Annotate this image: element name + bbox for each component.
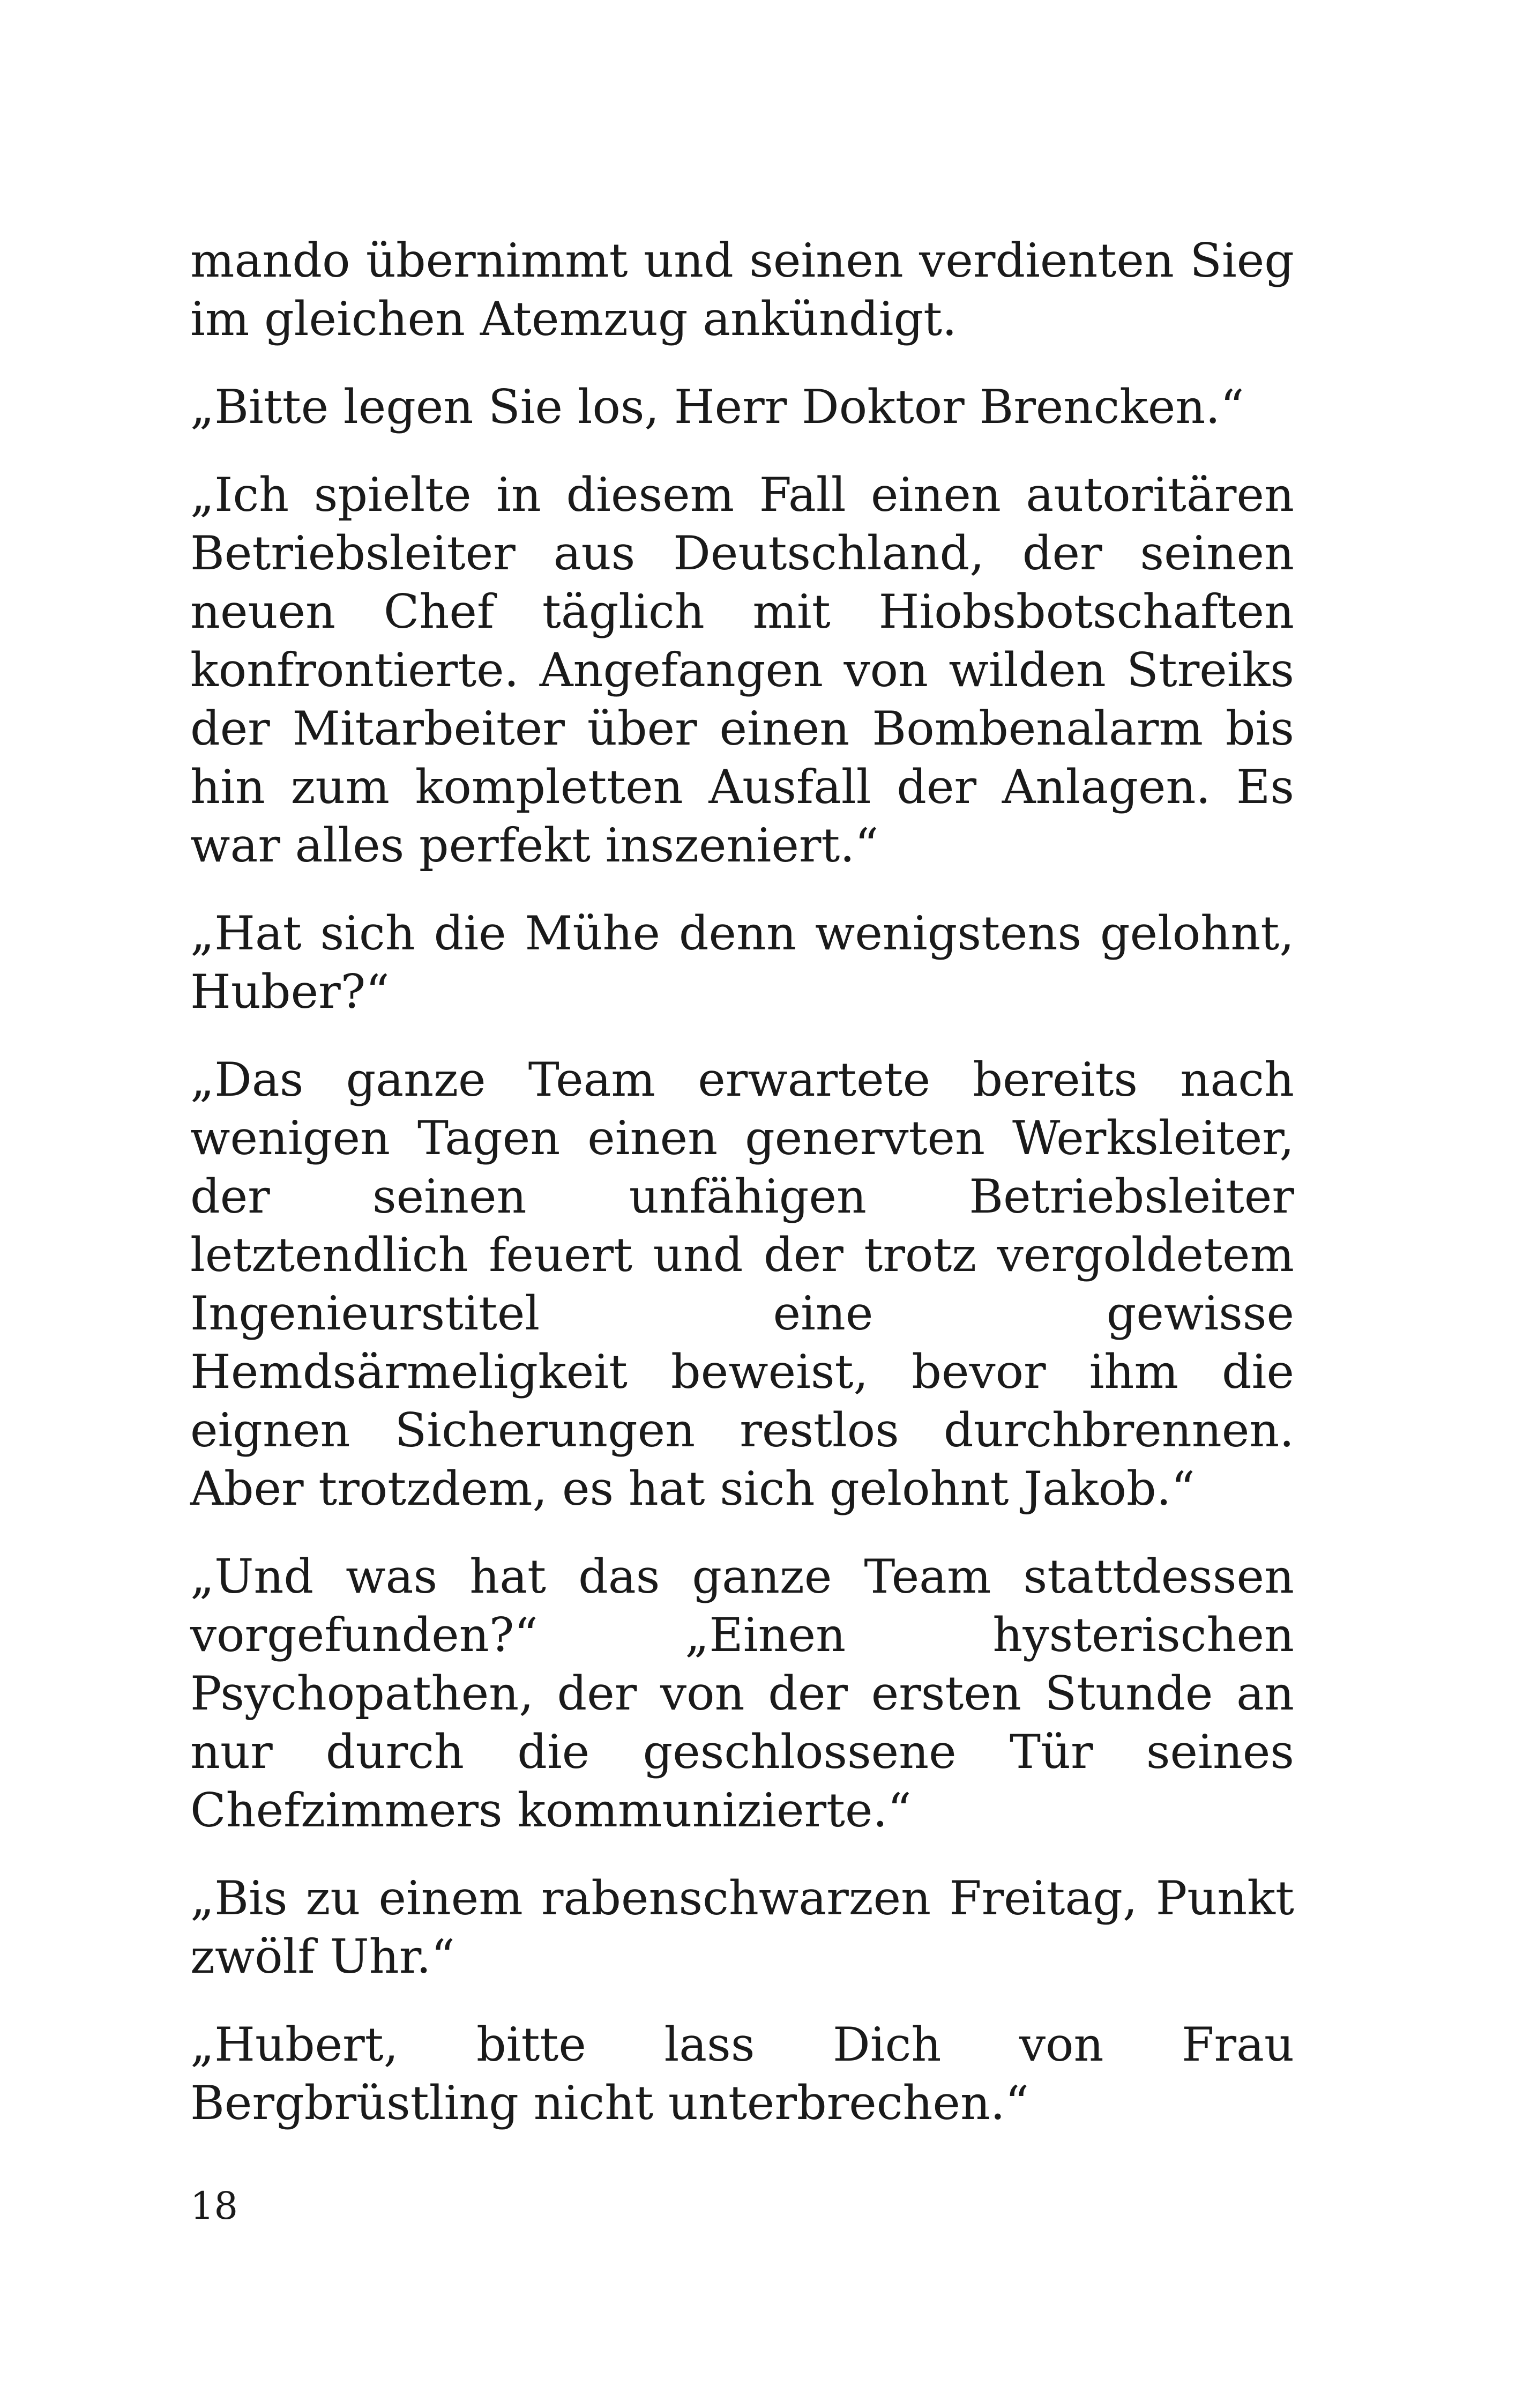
paragraph-6: „Und was hat das ganze Team stattdessen vorgefunden?“ „Einen hysterischen Psychopathen, der von der ersten Stunde an nur durch die geschlossene Tür seines Chefzimmers kommunizierte.“ — [190, 1549, 1294, 1838]
page-number: 18 — [190, 2184, 238, 2228]
paragraph-2: „Bitte legen Sie los, Herr Doktor Brencken.“ — [190, 380, 1244, 434]
paragraph-8: „Hubert, bitte lass Dich von Frau Bergbrüstling nicht unterbrechen.“ — [190, 2017, 1294, 2130]
paragraph-5: „Das ganze Team erwartete bereits nach wenigen Tagen einen genervten Werksleiter, der seinen unfähigen Betriebsleiter letztendlich feuert und der trotz vergoldetem Ingenieurstitel eine gewisse Hemdsärmeligkeit beweist, bevor ihm die eignen Sicherungen restlos durchbrennen. Aber trotzdem, es hat sich gelohnt Jakob.“ — [190, 1052, 1294, 1516]
paragraph-1: mando übernimmt und seinen verdienten Sieg im gleichen Atemzug ankündigt. — [190, 233, 1294, 346]
body-text — [190, 232, 1294, 2162]
paragraph-7: „Bis zu einem rabenschwarzen Freitag, Punkt zwölf Uhr.“ — [190, 1871, 1294, 1984]
paragraph-3: „Ich spielte in diesem Fall einen autoritären Betriebsleiter aus Deutschland, der seinen neuen Chef täglich mit Hiobsbotschaften konfrontierte. Angefangen von wilden Streiks der Mitarbeiter über einen Bombenalarm bis hin zum kompletten Ausfall der Anlagen. Es war alles perfekt inszeniert.“ — [190, 467, 1294, 873]
paragraph-4: „Hat sich die Mühe denn wenigstens gelohnt, Huber?“ — [190, 906, 1294, 1019]
